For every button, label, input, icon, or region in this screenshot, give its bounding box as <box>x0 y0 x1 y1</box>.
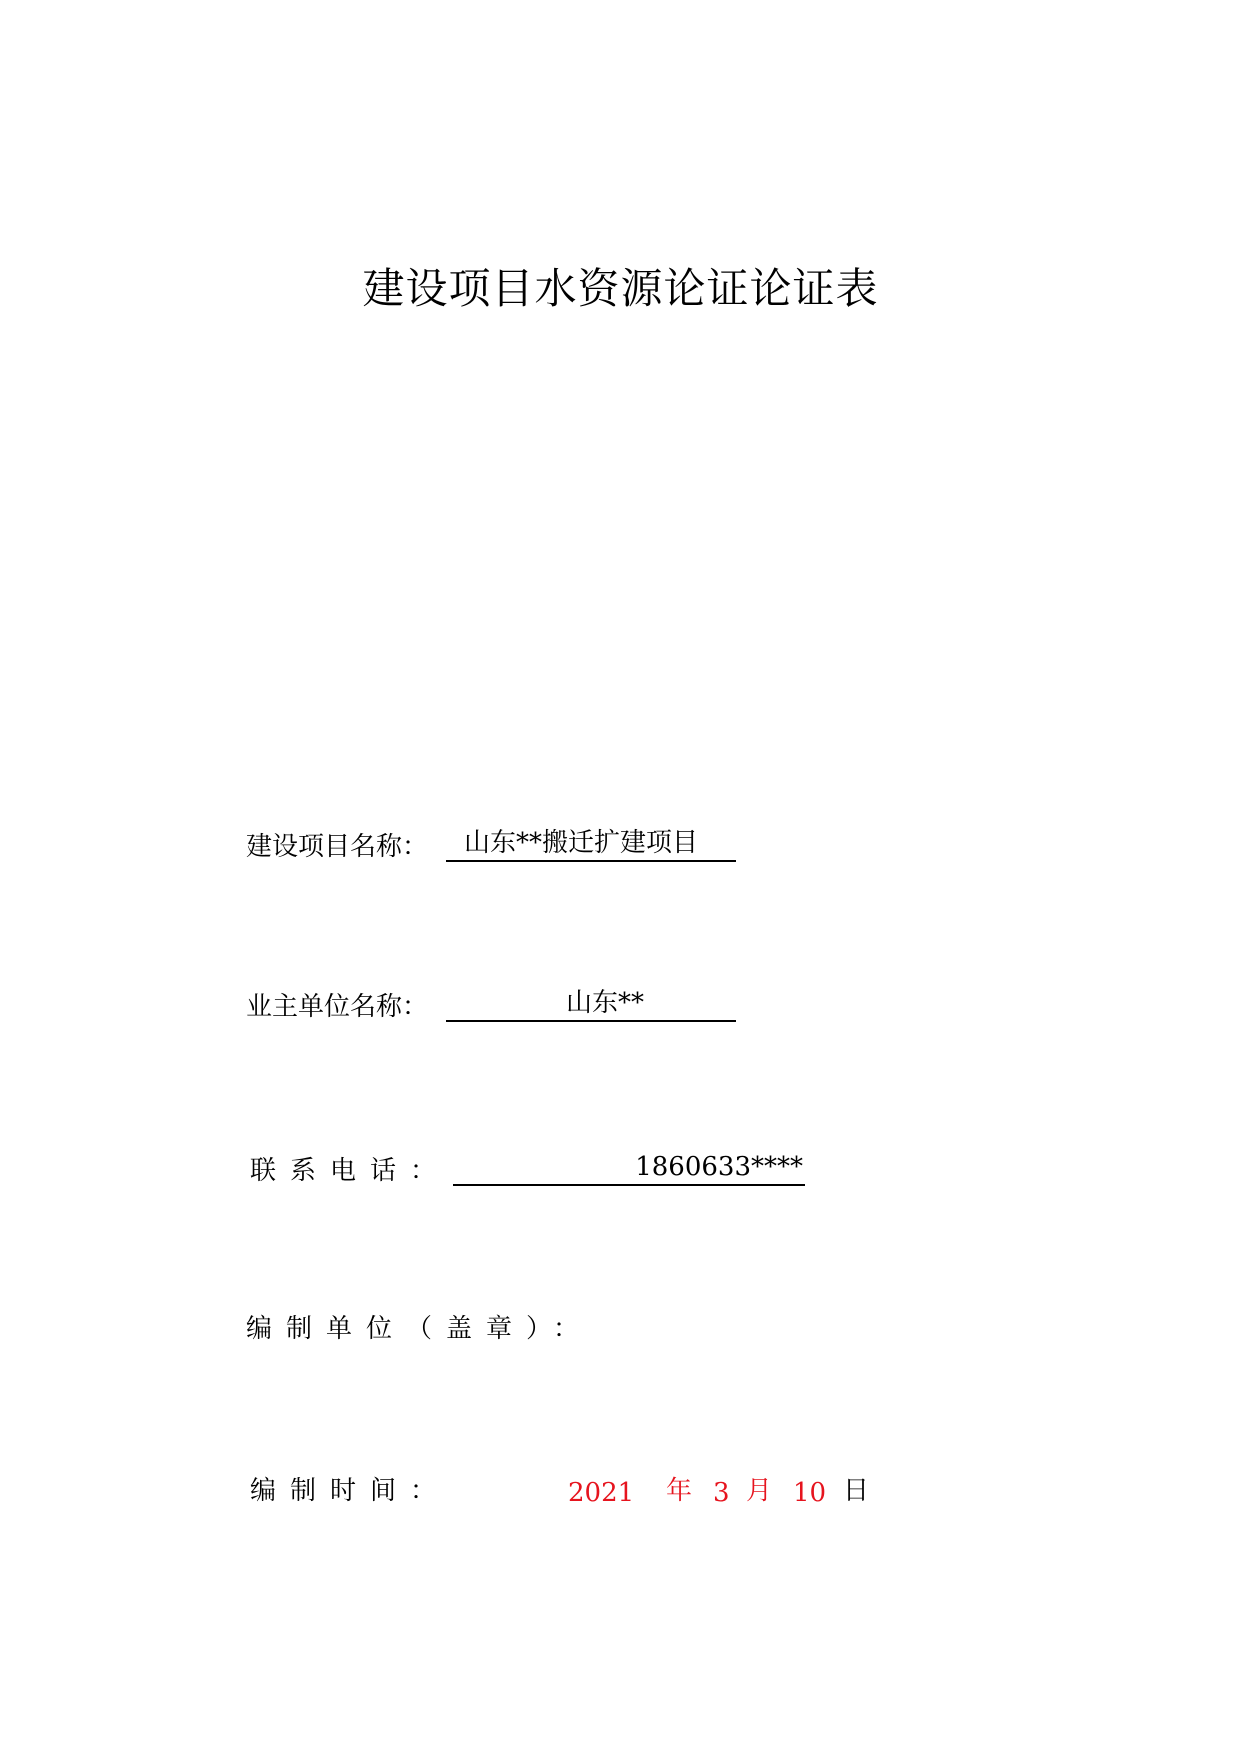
date-month: 3 <box>713 1478 730 1508</box>
owner-unit-label: 业主单位名称： <box>246 992 429 1022</box>
project-name-label: 建设项目名称： <box>246 832 429 862</box>
date-year-unit: 年 <box>666 1476 693 1506</box>
phone-field <box>453 1154 805 1186</box>
prep-time-row <box>250 1478 450 1504</box>
date-day-unit: 日 <box>843 1476 870 1506</box>
phone-label: 联系电话： <box>250 1156 451 1186</box>
owner-unit-field <box>446 990 736 1022</box>
date-month-unit: 月 <box>746 1476 773 1506</box>
document-title: 建设项目水资源论证论证表 <box>362 264 879 313</box>
prep-unit-row <box>246 1316 593 1342</box>
date-year: 2021 <box>568 1478 635 1508</box>
project-name-value: 山东**搬迁扩建项目 <box>464 828 699 858</box>
owner-unit-row <box>246 994 428 1020</box>
phone-value: 1860633**** <box>635 1152 803 1182</box>
date-day: 10 <box>793 1478 827 1508</box>
project-name-field <box>446 830 736 862</box>
prep-unit-label: 编制单位（盖章）： <box>246 1314 594 1344</box>
owner-unit-value: 山东** <box>566 988 645 1018</box>
prep-time-label: 编制时间： <box>250 1476 451 1506</box>
project-name-row <box>246 834 428 860</box>
phone-row <box>250 1158 450 1184</box>
